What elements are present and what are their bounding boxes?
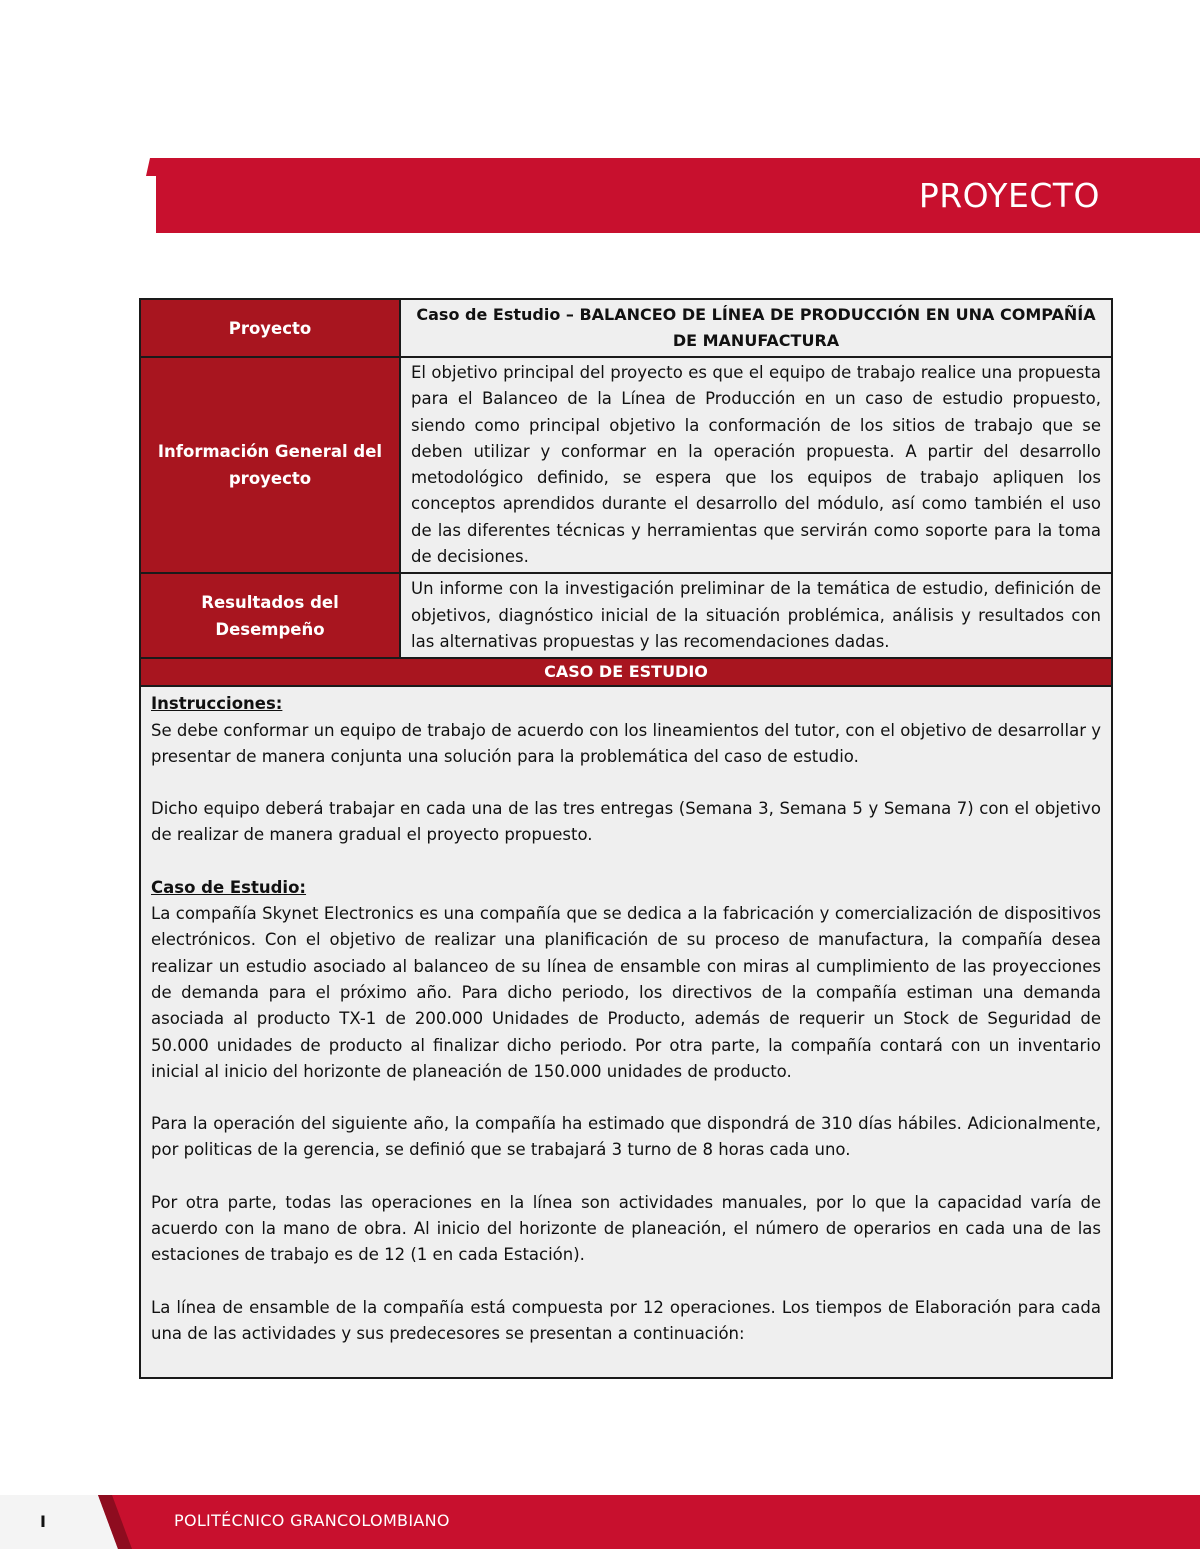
case-study-body [140, 686, 1112, 1378]
table-row-results [140, 573, 1112, 658]
info-label: Información General del proyecto [140, 357, 400, 573]
instructions-heading: Instrucciones: [151, 694, 283, 714]
project-label: Proyecto [140, 299, 400, 357]
info-value: El objetivo principal del proyecto es que el equipo de trabajo realice una propuesta para el Balanceo de la Línea de Producción en un caso de estudio propuesto, siendo como principal objetivo la conformación de los sitios de trabajo que se deben utilizar y conformar en la operación propuesta. A partir del desarrollo metodológico definido, se espera que los equipos de trabajo apliquen los conceptos aprendidos durante el desarrollo del módulo, así como también el uso de las diferentes técnicas y herramientas que servirán como soporte para la toma de decisiones. [400, 357, 1112, 573]
instructions-paragraph-2: Dicho equipo deberá trabajar en cada una de las tres entregas (Semana 3, Semana 5 y Semana 7) con el objetivo de realizar de manera gradual el proyecto propuesto. [151, 799, 1101, 845]
case-study-paragraph-1: La compañía Skynet Electronics es una compañía que se dedica a la fabricación y comercialización de dispositivos electrónicos. Con el objetivo de realizar una planificación de su proceso de manufactura, la compañía desea realizar un estudio asociado al balanceo de su línea de ensamble con miras al cumplimiento de las proyecciones de demanda para el próximo año. Para dicho periodo, los directivos de la compañía estiman una demanda asociada al producto TX-1 de 200.000 Unidades de Producto, además de requerir un Stock de Seguridad de 50.000 unidades de producto al finalizar dicho periodo. Por otra parte, la compañía contará con un inventario inicial al inicio del horizonte de planeación de 150.000 unidades de producto. [151, 904, 1101, 1081]
case-study-paragraph-2: Para la operación del siguiente año, la compañía ha estimado que dispondrá de 310 días hábiles. Adicionalmente, por politicas de la gerencia, se definió que se trabajará 3 turno de 8 horas cada uno. [151, 1114, 1101, 1160]
page-number: I [40, 1512, 46, 1531]
table-row-info [140, 357, 1112, 573]
instructions-paragraph-1: Se debe conformar un equipo de trabajo de acuerdo con los lineamientos del tutor, con el objetivo de desarrollar y presentar de manera conjunta una solución para la problemática del caso de estudio. [151, 720, 1101, 766]
table-row-case [140, 686, 1112, 1378]
results-label: Resultados del Desempeño [140, 573, 400, 658]
table-row-section-header [140, 658, 1112, 686]
table-row-project [140, 299, 1112, 357]
project-table [139, 298, 1113, 1379]
case-study-heading: Caso de Estudio: [151, 877, 307, 897]
project-title-value: Caso de Estudio – BALANCEO DE LÍNEA DE PRODUCCIÓN EN UNA COMPAÑÍA DE MANUFACTURA [400, 299, 1112, 357]
case-study-header: CASO DE ESTUDIO [140, 658, 1112, 686]
footer-institution: POLITÉCNICO GRANCOLOMBIANO [174, 1511, 450, 1530]
case-study-paragraph-4: La línea de ensamble de la compañía está compuesta por 12 operaciones. Los tiempos de Elaboración para cada una de las actividades y sus predecesores se presentan a continuación: [151, 1297, 1101, 1343]
results-value: Un informe con la investigación preliminar de la temática de estudio, definición de objetivos, diagnóstico inicial de la situación problémica, análisis y resultados con las alternativas propuestas y las recomendaciones dadas. [400, 573, 1112, 658]
page-title: PROYECTO [918, 176, 1100, 215]
case-study-paragraph-3: Por otra parte, todas las operaciones en la línea son actividades manuales, por lo que la capacidad varía de acuerdo con la mano de obra. Al inicio del horizonte de planeación, el número de operarios en cada una de las estaciones de trabajo es de 12 (1 en cada Estación). [151, 1192, 1101, 1265]
